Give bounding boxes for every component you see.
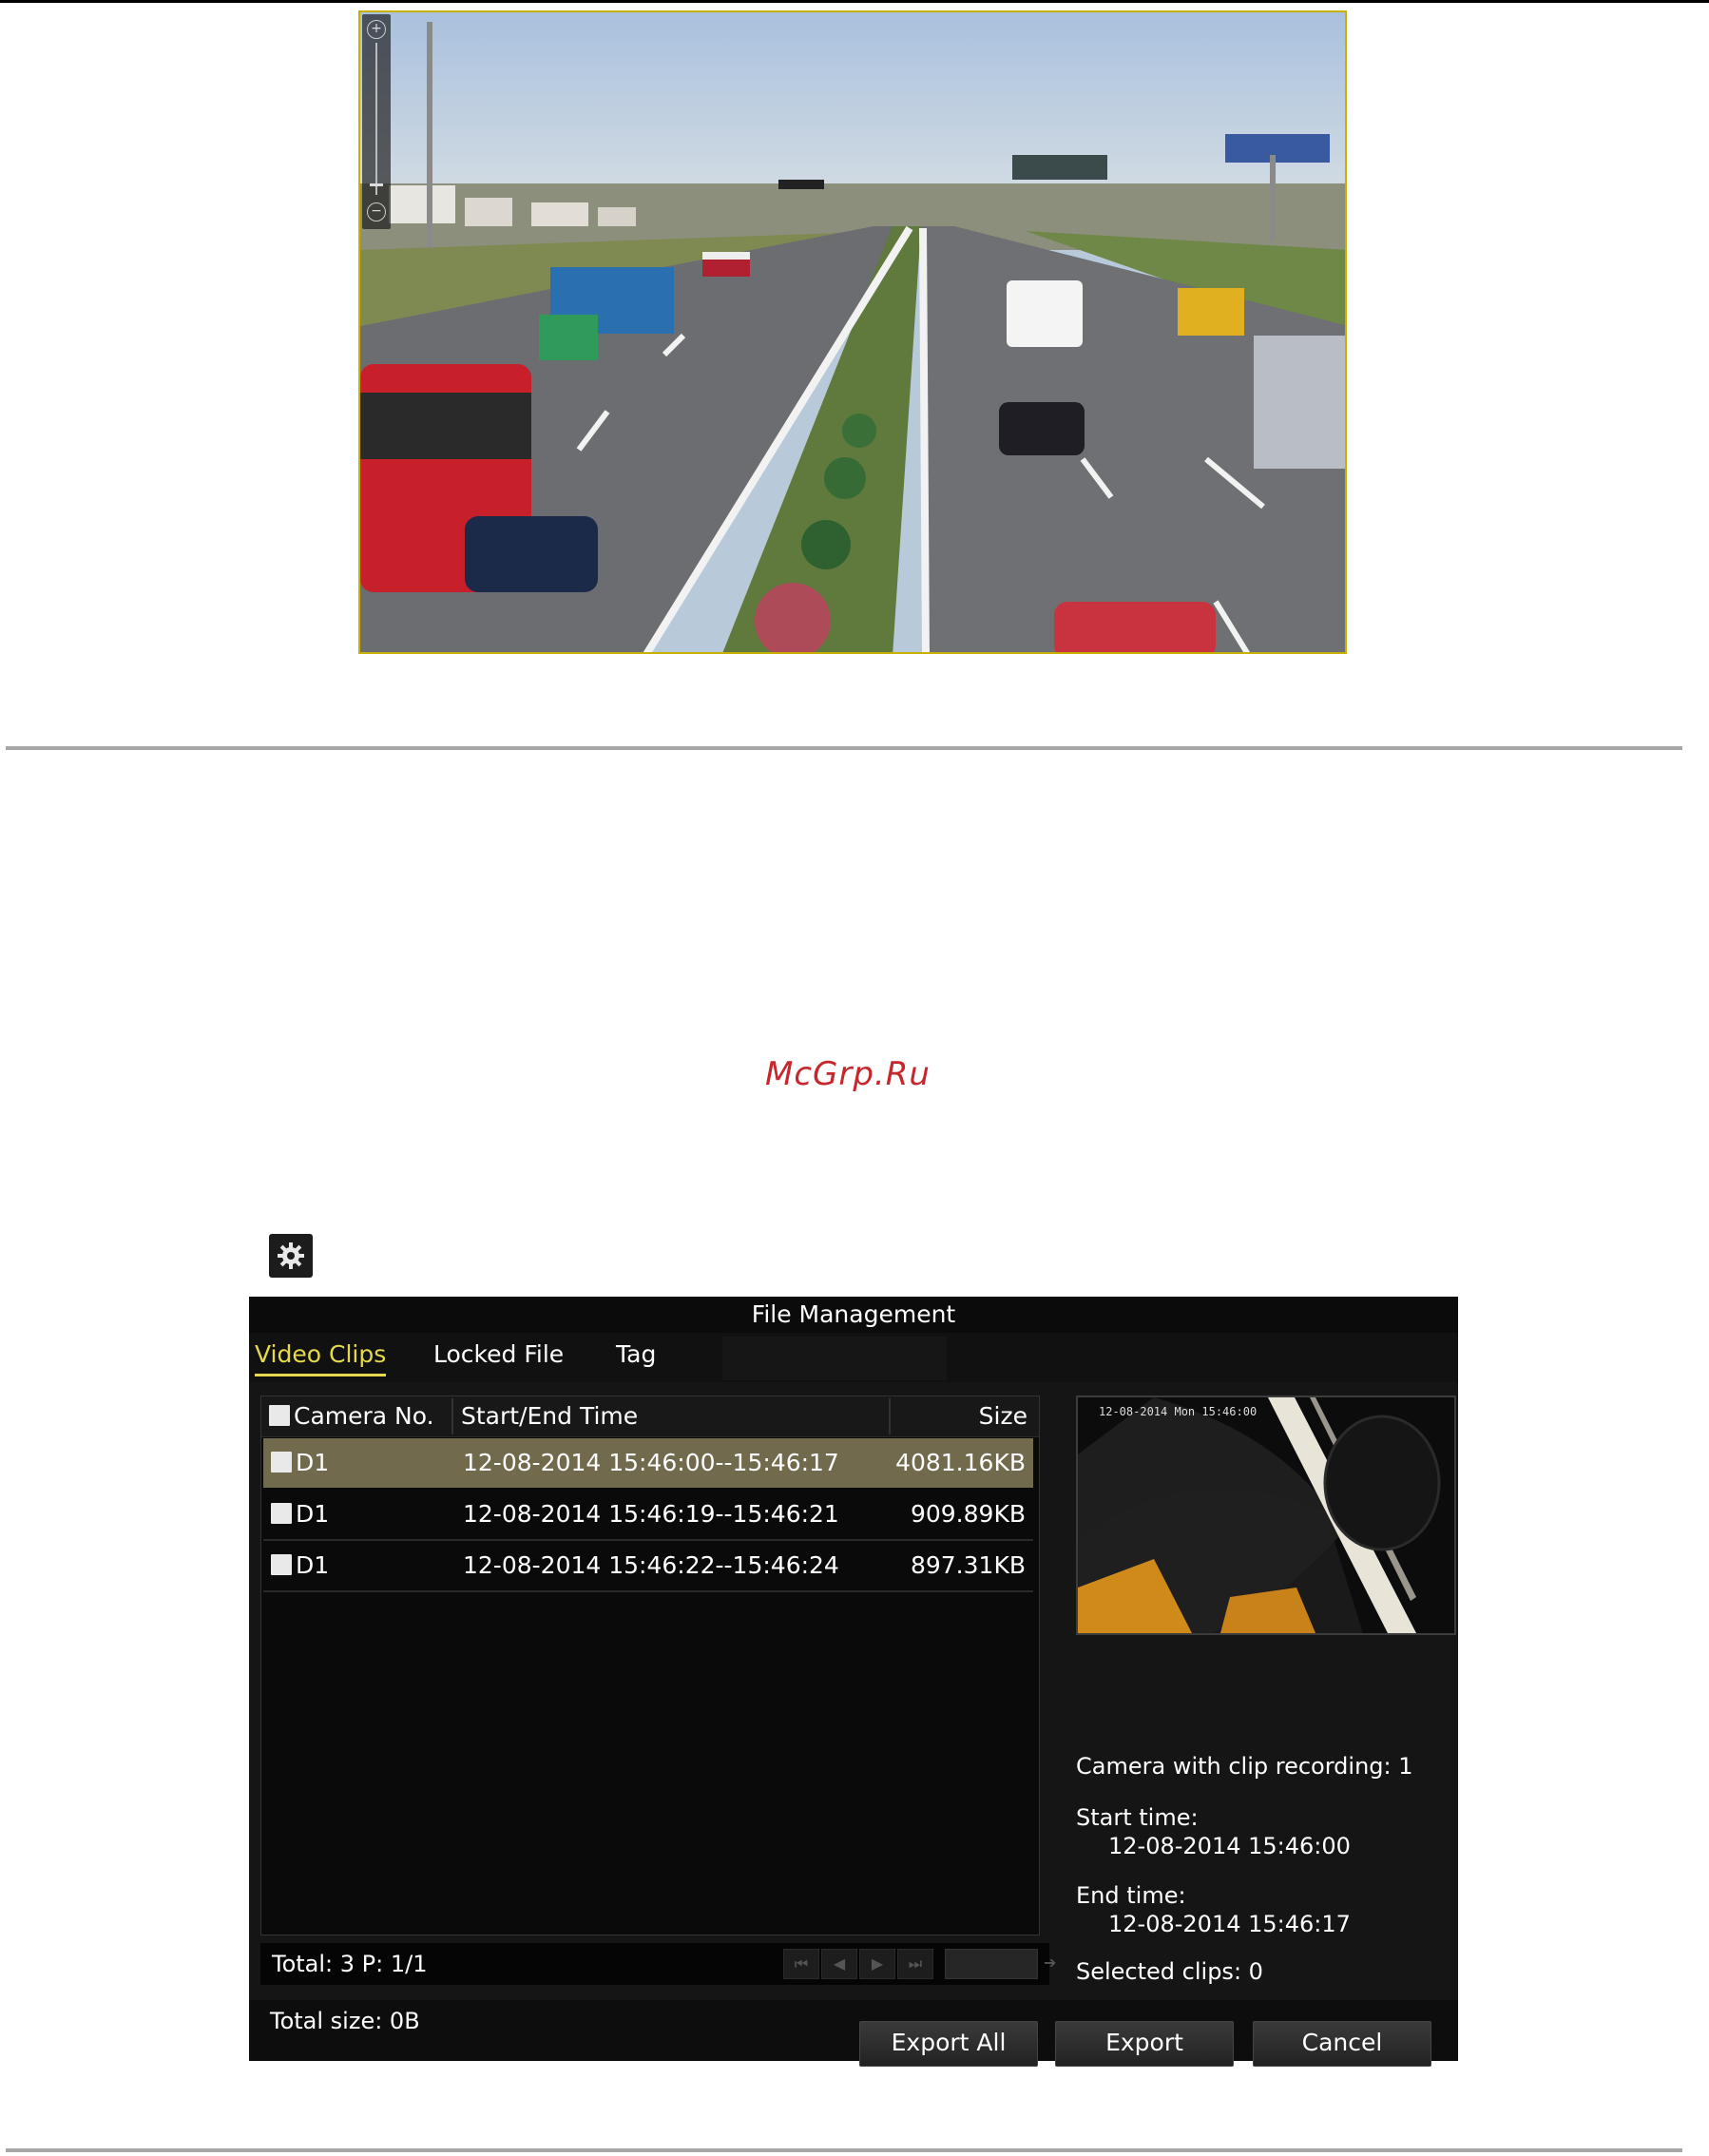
highway-camera-image — [358, 10, 1347, 654]
column-divider — [451, 1398, 453, 1434]
table-row[interactable] — [263, 1541, 1033, 1590]
camera-with-clip-text: Camera with clip recording: 1 — [1076, 1753, 1413, 1780]
header-camera — [269, 1396, 434, 1436]
tab-tag[interactable]: Tag — [616, 1340, 657, 1368]
row-time: 12-08-2014 15:46:19--15:46:21 — [463, 1500, 839, 1528]
tab-locked-file[interactable]: Locked File — [433, 1340, 565, 1368]
end-time-label: End time: — [1076, 1882, 1186, 1909]
row-divider — [263, 1590, 1033, 1592]
export-all-button[interactable]: Export All — [859, 2021, 1038, 2067]
row-camera — [271, 1541, 329, 1590]
zoom-track[interactable] — [375, 43, 377, 195]
highway-scene — [360, 12, 1347, 654]
zoom-in-icon[interactable]: + — [367, 20, 386, 39]
cancel-button[interactable]: Cancel — [1253, 2021, 1431, 2067]
row-camera-label: D1 — [296, 1500, 330, 1528]
window-title: File Management — [249, 1297, 1458, 1333]
section-divider — [6, 746, 1682, 750]
table-row[interactable] — [263, 1438, 1033, 1488]
preview-image — [1078, 1397, 1454, 1633]
table-row[interactable] — [263, 1490, 1033, 1539]
go-page-icon[interactable]: ➔ — [1044, 1954, 1057, 1972]
preview-timestamp: 12-08-2014 Mon 15:46:00 — [1099, 1405, 1258, 1418]
start-time-value: 12-08-2014 15:46:00 — [1108, 1833, 1351, 1859]
total-size-text: Total size: 0B — [270, 2008, 420, 2034]
page-number-input[interactable] — [945, 1949, 1038, 1979]
row-size: 909.89KB — [910, 1500, 1026, 1528]
row-size: 4081.16KB — [895, 1449, 1026, 1476]
row-camera-label: D1 — [296, 1551, 330, 1579]
row-size: 897.31KB — [910, 1551, 1026, 1579]
column-divider — [889, 1398, 891, 1434]
end-time-value: 12-08-2014 15:46:17 — [1108, 1911, 1351, 1937]
row-checkbox[interactable] — [271, 1452, 292, 1473]
tab-bar-filler — [722, 1337, 947, 1380]
zoom-slider[interactable] — [362, 14, 391, 229]
row-camera-label: D1 — [296, 1449, 330, 1476]
next-page-icon[interactable]: ▶ — [859, 1949, 895, 1979]
tab-video-clips[interactable]: Video Clips — [255, 1340, 386, 1376]
row-camera — [271, 1438, 329, 1488]
clip-preview — [1076, 1396, 1456, 1635]
clip-list — [260, 1396, 1040, 1935]
row-time: 12-08-2014 15:46:22--15:46:24 — [463, 1551, 839, 1579]
top-rule — [0, 0, 1709, 3]
header-size: Size — [978, 1402, 1027, 1430]
zoom-out-icon[interactable]: − — [367, 202, 386, 221]
prev-page-icon[interactable]: ◀ — [821, 1949, 857, 1979]
start-time-label: Start time: — [1076, 1804, 1199, 1831]
zoom-handle[interactable] — [370, 183, 383, 186]
row-checkbox[interactable] — [271, 1554, 292, 1575]
pagination-bar — [260, 1943, 1057, 1985]
file-management-window — [249, 1297, 1458, 2061]
header-camera-label: Camera No. — [294, 1402, 434, 1430]
tab-bar — [249, 1333, 1458, 1382]
last-page-icon[interactable]: ⏭ — [897, 1949, 933, 1979]
page-info: Total: 3 P: 1/1 — [272, 1951, 428, 1977]
section-divider — [6, 2148, 1682, 2152]
first-page-icon[interactable]: ⏮ — [783, 1949, 819, 1979]
select-all-checkbox[interactable] — [269, 1405, 290, 1426]
bottom-bar — [249, 2000, 1458, 2061]
header-time: Start/End Time — [461, 1402, 639, 1430]
table-header — [261, 1396, 1039, 1437]
export-button[interactable]: Export — [1055, 2021, 1234, 2067]
selected-clips-text: Selected clips: 0 — [1076, 1958, 1263, 1985]
watermark: McGrp.Ru — [765, 1055, 931, 1093]
gear-icon[interactable] — [269, 1234, 313, 1278]
row-time: 12-08-2014 15:46:00--15:46:17 — [463, 1449, 839, 1476]
row-camera — [271, 1490, 329, 1539]
row-checkbox[interactable] — [271, 1503, 292, 1524]
